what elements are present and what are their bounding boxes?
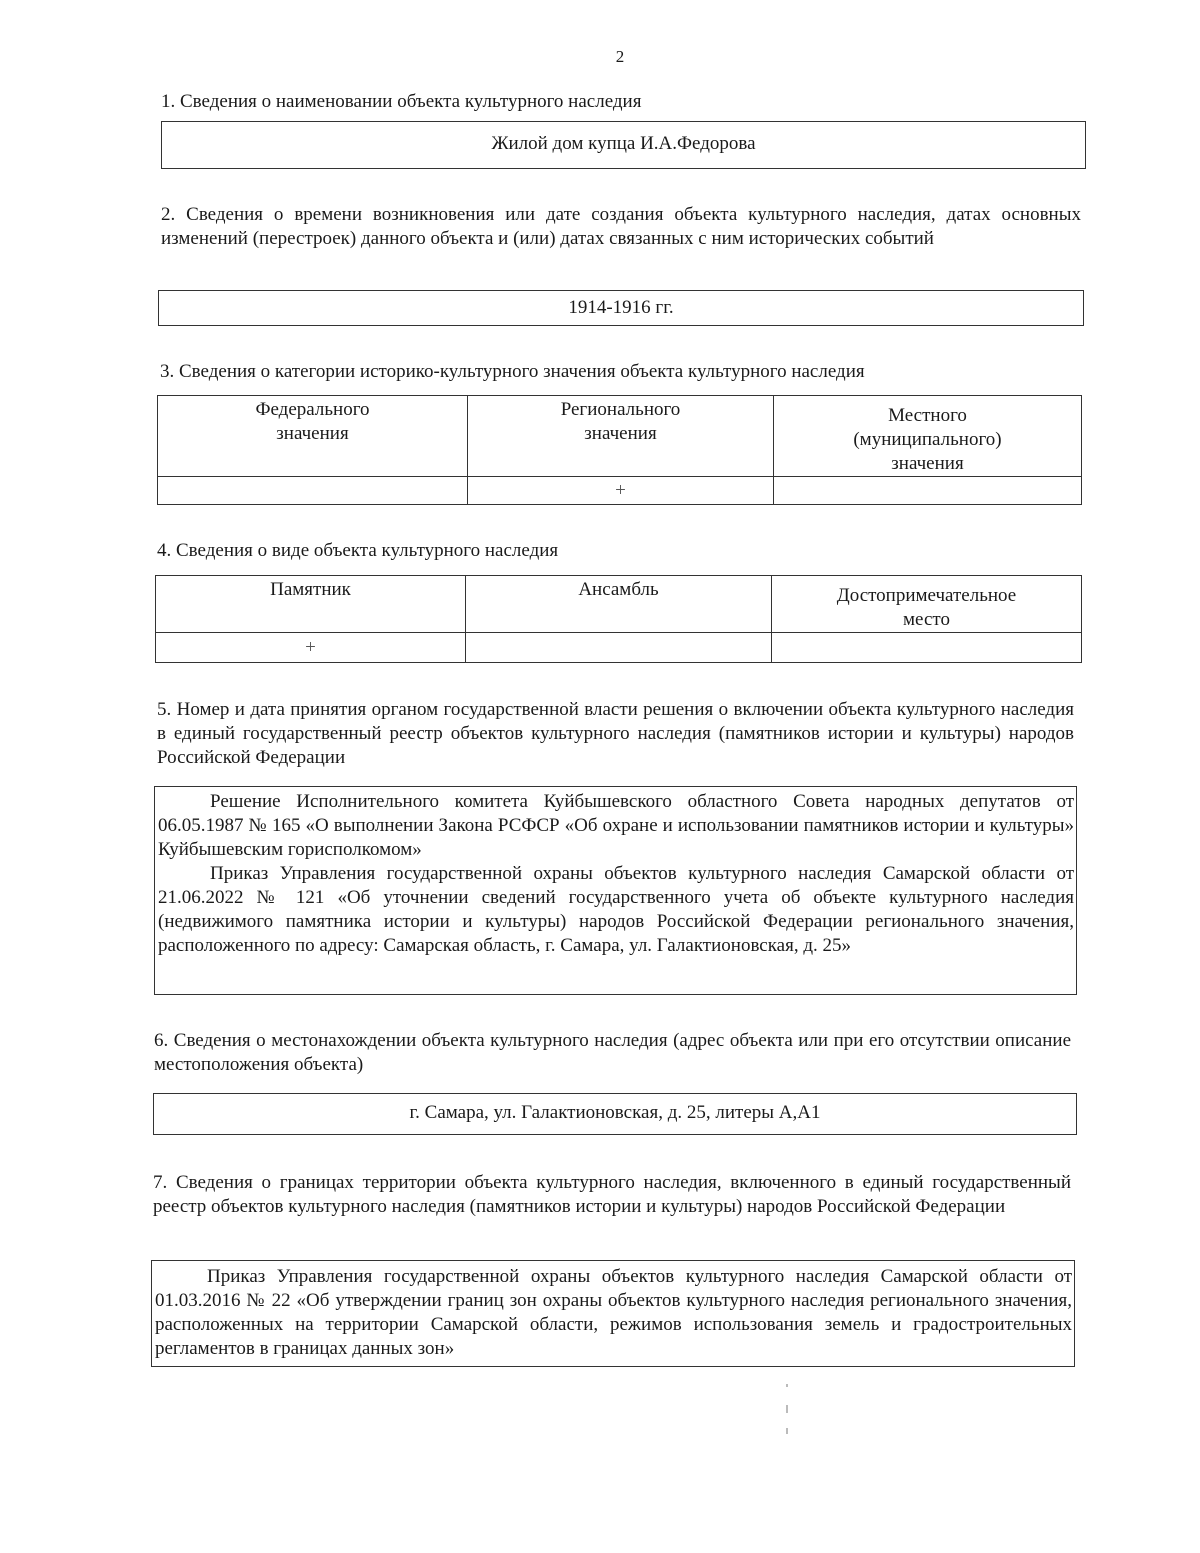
location-box xyxy=(153,1093,1077,1135)
section-5-heading: 5. Номер и дата принятия органом государственной власти решения о включении объекта культурного наследия в единый государственный реестр объектов культурного наследия (памятников истории и культуры) народов Российской Федерации xyxy=(157,699,1074,768)
section-2-heading: 2. Сведения о времени возникновения или дате создания объекта культурного наследия, датах основных изменений (перестроек) данного объекта и (или) датах связанных с ним исторических событий xyxy=(161,204,1081,249)
object-name-value: Жилой дом купца И.А.Федорова xyxy=(491,133,756,154)
territory-boundaries-paragraph: Приказ Управления государственной охраны объектов культурного наследия Самарской области от 01.03.2016 № 22 «Об утверждении границ зон охраны объектов культурного наследия регионального значения, расположенных на территории Самарской области, режимов использования земель и градостроительных регламентов в границах данных зон» xyxy=(155,1266,1072,1359)
type-monument-mark: + xyxy=(156,633,466,663)
category-local-mark xyxy=(774,477,1082,505)
object-name-box xyxy=(161,121,1086,169)
page-number: 2 xyxy=(615,47,625,66)
creation-date-box xyxy=(158,290,1084,326)
significance-category-table xyxy=(157,395,1082,505)
type-landmark-mark xyxy=(772,633,1082,663)
scan-artifact xyxy=(786,1384,788,1387)
registry-decision-box xyxy=(154,786,1077,995)
type-landmark-header: Достопримечательное место xyxy=(772,576,1082,633)
section-6-heading: 6. Сведения о местонахождении объекта культурного наследия (адрес объекта или при его отсутствии описание местоположения объекта) xyxy=(154,1030,1071,1075)
creation-date-value: 1914-1916 гг. xyxy=(568,297,674,318)
object-type-table xyxy=(155,575,1082,663)
section-3-heading: 3. Сведения о категории историко-культурного значения объекта культурного наследия xyxy=(160,361,865,382)
category-regional-mark: + xyxy=(468,477,774,505)
scan-artifact xyxy=(786,1428,788,1434)
type-ensemble-mark xyxy=(466,633,772,663)
category-federal-header: Федерального значения xyxy=(158,396,468,477)
category-federal-mark xyxy=(158,477,468,505)
category-local-header: Местного (муниципального) значения xyxy=(774,396,1082,477)
scan-artifact xyxy=(786,1405,788,1413)
registry-decision-paragraph-1: Решение Исполнительного комитета Куйбышевского областного Совета народных депутатов от 06.05.1987 № 165 «О выполнении Закона РСФСР «Об охране и использовании памятников истории и культуры» Куйбышевским горисполкомом» xyxy=(158,791,1074,860)
category-regional-header: Регионального значения xyxy=(468,396,774,477)
section-1-heading: 1. Сведения о наименовании объекта культурного наследия xyxy=(161,91,642,112)
type-monument-header: Памятник xyxy=(156,576,466,633)
section-7-heading: 7. Сведения о границах территории объекта культурного наследия, включенного в единый государственный реестр объектов культурного наследия (памятников истории и культуры) народов Российской Федерации xyxy=(153,1172,1071,1217)
type-ensemble-header: Ансамбль xyxy=(466,576,772,633)
registry-decision-paragraph-2: Приказ Управления государственной охраны объектов культурного наследия Самарской области от 21.06.2022 № 121 «Об уточнении сведений государственного учета об объекте культурного наследия (недвижимого памятника истории и культуры) народов Российской Федерации регионального значения, расположенного по адресу: Самарская область, г. Самара, ул. Галактионовская, д. 25» xyxy=(158,863,1074,956)
section-4-heading: 4. Сведения о виде объекта культурного наследия xyxy=(157,540,559,561)
territory-boundaries-box xyxy=(151,1260,1075,1367)
location-value: г. Самара, ул. Галактионовская, д. 25, литеры А,А1 xyxy=(409,1102,821,1123)
